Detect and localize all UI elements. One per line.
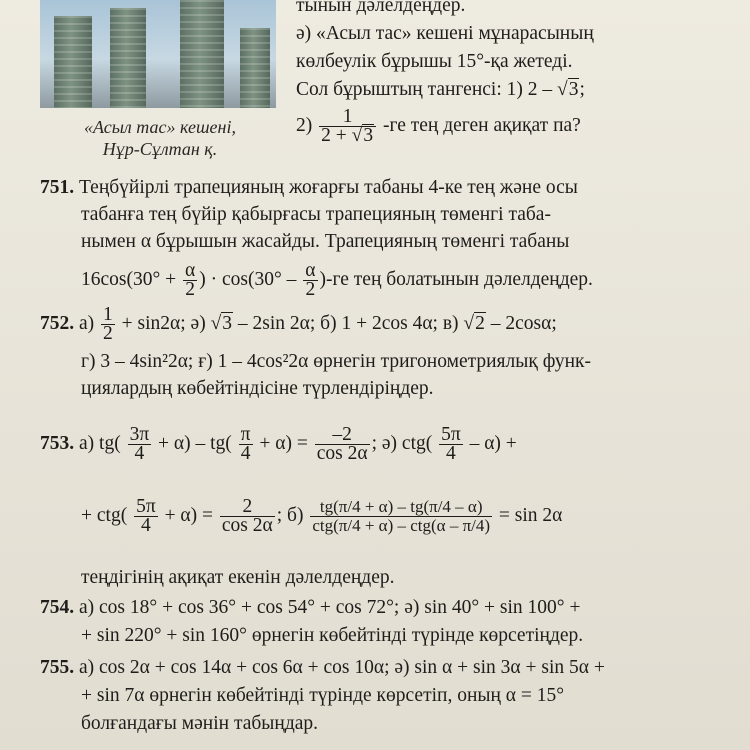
text-segment: ; б)	[276, 504, 304, 526]
text-segment: ;	[579, 79, 585, 100]
text-segment: – α) +	[469, 432, 517, 454]
text-segment: ) · cos(30° –	[199, 268, 297, 290]
sqrt-value: 3	[222, 312, 233, 334]
problem-753-line	[40, 426, 517, 463]
numerator: 5π	[136, 496, 156, 517]
problem-number: 755.	[40, 657, 75, 678]
numerator: 1	[319, 108, 376, 127]
problem-751-line	[40, 176, 578, 200]
tower-shape	[240, 28, 270, 108]
text-segment: а) tg(	[79, 432, 121, 454]
text-line: көлбеулік бұрышы 15°-қа жетеді.	[296, 51, 573, 72]
numerator: α	[185, 260, 196, 281]
text-segment: – 2sin 2α; б) 1 + 2cos 4α; в)	[237, 312, 459, 334]
text-line	[296, 108, 581, 145]
text-line: Сол бұрыштың тангенсі: 1) 2 – √3;	[296, 79, 585, 100]
numerator: –2	[315, 426, 370, 445]
problem-751-line	[81, 262, 593, 299]
problem-755-line	[40, 656, 605, 680]
denominator: 2 +	[321, 125, 352, 146]
denominator: 2	[103, 323, 113, 344]
text-segment: 16cos(30° +	[81, 268, 177, 290]
denominator: 4	[240, 443, 251, 464]
text-line: тынын дәлелдеңдер.	[296, 0, 466, 16]
tower-shape	[180, 0, 224, 108]
problem-number: 752.	[40, 312, 75, 334]
denominator: ctg(π/4 + α) – ctg(α – π/4)	[312, 516, 491, 535]
fraction	[220, 498, 275, 535]
numerator: 5π	[441, 424, 461, 445]
text-segment: а)	[79, 312, 95, 334]
text-segment: + ctg(	[81, 504, 128, 526]
text-segment: + α) =	[164, 504, 214, 526]
problem-751-line: табанға тең бүйір қабырғасы трапецияның төменгі таба-	[81, 204, 551, 225]
sqrt-value: 3	[568, 79, 579, 100]
text-segment: )-ге тең болатынын дәлелдеңдер.	[319, 268, 593, 290]
caption-line: Нұр-Сұлтан қ.	[102, 139, 218, 159]
text-segment: + α) =	[259, 432, 308, 454]
problem-number: 754.	[40, 597, 75, 618]
problem-752-line: циялардың көбейтіндісіне түрлендіріңдер.	[81, 378, 434, 399]
fraction	[239, 426, 253, 463]
fraction	[303, 262, 317, 299]
problem-755-line: болғандағы мәнін табыңдар.	[81, 713, 319, 734]
big-fraction	[310, 498, 492, 535]
numerator: π	[240, 424, 251, 445]
text-segment: а) cos 18° + cos 36° + cos 54° + cos 72°; ә) sin 40° + sin 100° +	[79, 597, 581, 618]
denominator: cos 2α	[221, 515, 273, 536]
problem-754-line	[40, 596, 580, 620]
tower-shape	[110, 8, 146, 108]
text-segment: – 2cosα;	[490, 312, 557, 334]
denominator: cos 2α	[316, 443, 368, 464]
denominator: 4	[446, 443, 456, 464]
fraction	[128, 426, 152, 463]
text-segment: -ге тең деген ақиқат па?	[382, 114, 581, 136]
item-label: 2)	[296, 114, 313, 136]
fraction	[439, 426, 463, 463]
problem-754-line: + sin 220° + sin 160° өрнегін көбейтінді түрінде көрсетіңдер.	[81, 625, 584, 646]
text-segment: Теңбүйірлі трапецияның жоғарғы табаны 4-ке тең және осы	[79, 177, 578, 198]
text-segment: + α) – tg(	[158, 432, 232, 454]
problem-752-line: г) 3 – 4sin²2α; ғ) 1 – 4cos²2α өрнегін тригонометриялық функ-	[81, 351, 592, 372]
fraction	[101, 306, 115, 343]
problem-753-line	[81, 498, 562, 535]
fraction: $\frac{1}{2 + √3}$	[319, 108, 376, 145]
numerator: 3π	[129, 424, 150, 445]
text-segment: а) cos 2α + cos 14α + cos 6α + cos 10α; ә) sin α + sin 3α + sin 5α +	[79, 657, 605, 678]
caption-line: «Асыл тас» кешені,	[84, 117, 236, 137]
numerator: 2	[220, 498, 275, 517]
fraction	[315, 426, 370, 463]
denominator: 4	[141, 515, 151, 536]
sqrt-value: 2	[475, 312, 485, 334]
problem-number: 751.	[40, 177, 75, 198]
text-segment: + sin2α; ә)	[121, 312, 206, 334]
text-segment: = sin 2α	[498, 504, 563, 526]
numerator: 1	[103, 304, 113, 325]
text-line: ә) «Асыл тас» кешені мұнарасының	[296, 23, 594, 44]
denominator: 2	[185, 279, 196, 300]
denominator: 4	[134, 443, 145, 464]
tower-shape	[54, 16, 92, 108]
photo-caption	[40, 116, 280, 160]
problem-752-line: 752. а) $\frac{1}{2}$ + sin2α; ә) √3 – 2sin 2α; б) 1 + 2cos 4α; в) √2 – 2cosα;	[40, 304, 557, 344]
sqrt-value: 3	[363, 125, 374, 146]
problem-751-line: нымен α бұрышын жасайды. Трапецияның төменгі табаны	[81, 231, 570, 252]
problem-number: 753.	[40, 432, 75, 454]
text-segment: Сол бұрыштың тангенсі: 1) 2 –	[296, 79, 557, 100]
building-photo	[40, 0, 276, 108]
problem-755-line: + sin 7α өрнегін көбейтінді түрінде көрсетіп, оның α = 15°	[81, 685, 565, 706]
problem-753-line: теңдігінің ақиқат екенін дәлелдеңдер.	[81, 567, 395, 588]
fraction	[134, 498, 158, 535]
numerator: tg(π/4 + α) – tg(π/4 – α)	[310, 498, 492, 517]
numerator: α	[305, 260, 316, 281]
denominator: 2	[305, 279, 316, 300]
fraction	[183, 262, 197, 299]
text-segment: ; ә) ctg(	[371, 432, 433, 454]
